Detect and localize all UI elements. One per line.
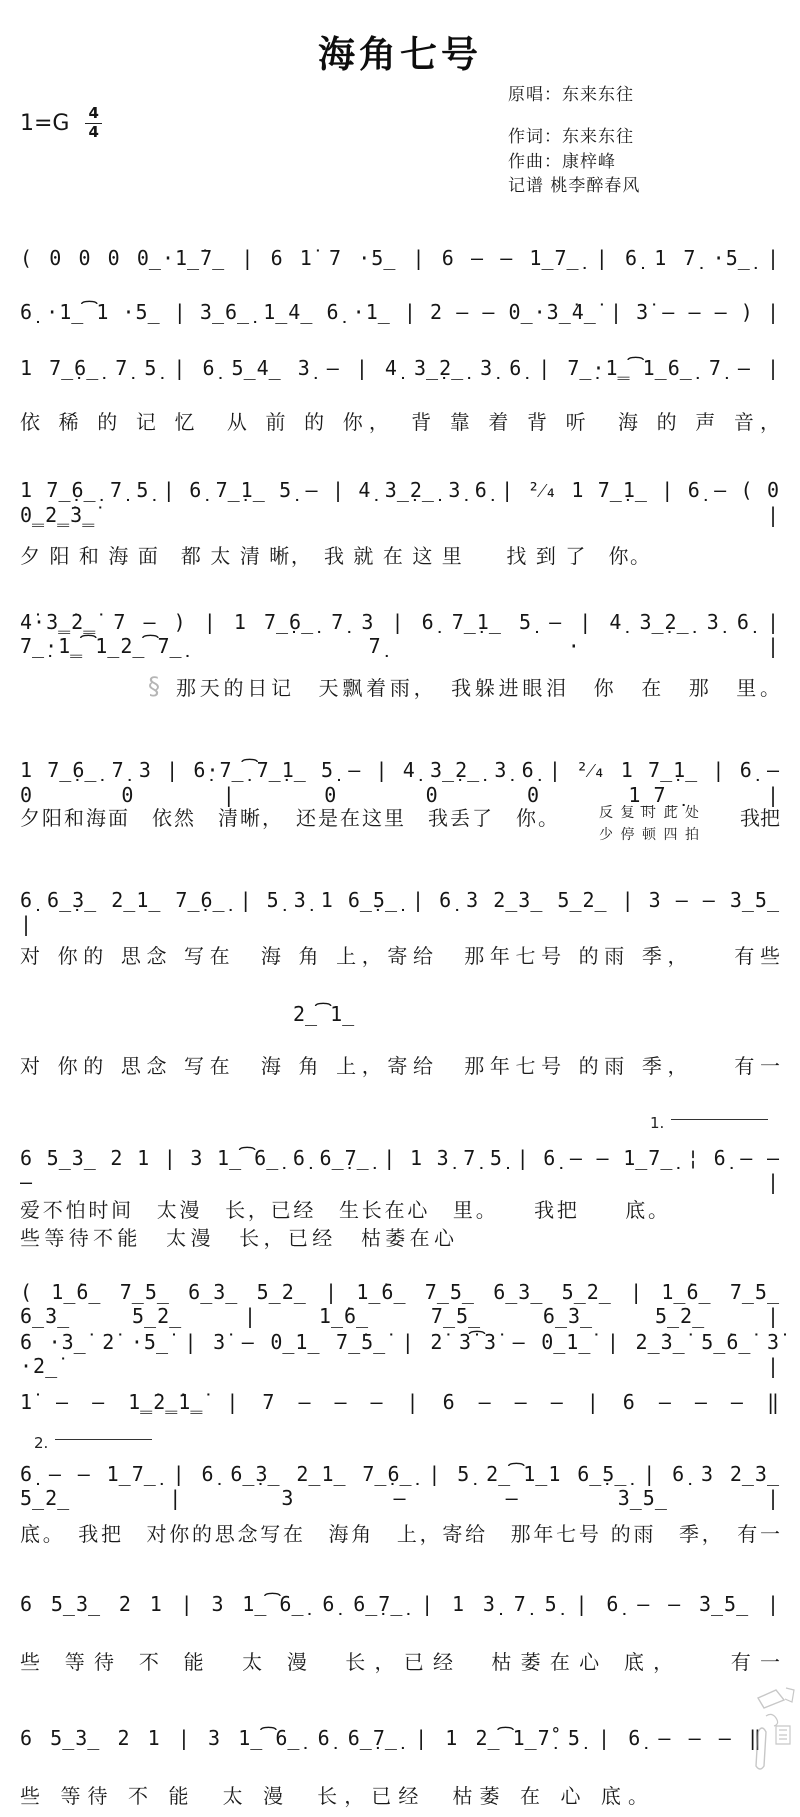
music-line-10: 6 5̲3̲ 2 1 | 3 1̲͡6̲̣ 6̣ 6̲̣7̲̣ | 1 3̣ 7̣ 5̣ | 6̣ – – 3̲5̲ | [20,1592,780,1616]
lyrics-line-8: 些等待不能 太漫 长，已经 枯萎在心 [20,1226,454,1250]
lyrics-line-2: 夕 阳 和 海 面 都 太 清 晰， 我 就 在 这 里 找 到 了 你。 [20,544,650,568]
lyrics-line-4-text: 夕阳和海面 依然 清晰， 还是在这里 我丢了 你。 [20,806,558,830]
lyrics-line-6: 对 你的 思念 写在 海 角 上，寄给 那年七号 的雨 季， 有一 [20,1054,780,1078]
lyrics-line-3 [20,672,780,701]
interlude-line-3: 1̇ – – 1̳̇2̳̇1̳̇ | 7 – – – | 6 – – – | 6 – – – ‖ [20,1390,780,1414]
repeat-pause-note-line1: 反复时此处 [599,805,699,821]
music-line-11: 6 5̲3̲ 2 1 | 3 1̲͡6̲̣ 6̣ 6̲̣7̲̣ | 1 2̲͡1̲7̣̊ 5̣ | 6̣ – – – ‖ [20,1726,762,1750]
music-line-6: 1 7̲̣6̲̣ 7̣ 3 | 6̣·7̲̣͡7̲̣1̲ 5̣ – | 4̣ 3̲̣2̲̣ 3̣ 6̣ | ²⁄₄ 1 7̲̣1̲ | 6̣ – 0 0 | 0 0 0 1̲7̲̣ | [20,758,780,807]
music-line-7: 6̣ 6̲̣3̲ 2̲1̲ 7̲̣6̲̣ | 5̣ 3̣ 1 6̲̣5̲̣ | 6̣ 3 2̲3̲ 5̲2̲ | 3 – – 3̲5̲ | [20,888,780,936]
pickup-notes-21: 2̲͡1̲ [293,1002,356,1026]
publisher-seal-icon [750,1686,796,1792]
song-title: 海角七号 [318,33,482,76]
time-signature-numerator: 4 [85,106,101,124]
music-line-9: 6̣ – – 1̲7̲̣ | 6̣ 6̲̣3̲ 2̲1̲ 7̲̣6̲̣ | 5̣ 2̲͡1̲1 6̲̣5̲̣ | 6̣ 3 2̲3̲ 5̲2̲ | 3 – – 3̲5̲ | [20,1462,780,1510]
key-label: 1=G [20,110,70,136]
lyrics-line-1: 依 稀 的 记 忆 从 前 的 你， 背 靠 着 背 听 海 的 声 音， [20,410,780,434]
music-line-1: ( 0 0 0 0̲·1̲̇7̲ | 6 1̇ 7 ·5̲ | 6 – – 1̲7̲̣ | 6̣ 1 7̣ ·5̲̣ | [20,246,780,270]
lyrics-line-3-text: 那天的日记 天飘着雨， 我躲进眼泪 你 在 那 里。 [176,676,780,700]
composer-credit: 作曲：康梓峰 [508,152,616,172]
second-ending-label: 2. [34,1434,49,1452]
first-ending-label: 1. [650,1114,665,1132]
lyrics-line-11: 些 等待 不 能 太 漫 长，已经 枯萎 在 心 底。 [20,1784,648,1808]
lyrics-line-4 [20,802,780,847]
first-ending-line [671,1119,768,1120]
lyrics-line-5: 对 你的 思念 写在 海 角 上，寄给 那年七号 的雨 季， 有些 [20,944,780,968]
interlude-line-1: ( 1̲̇6̲ 7̲5̲ 6̲3̲ 5̲2̲ | 1̲̇6̲ 7̲5̲ 6̲3̲ 5̲2̲ | 1̲̇6̲ 7̲5̲ 6̲3̲ 5̲2̲ | 1̲̇6̲ 7̲5̲ 6̲3̲ 5̲2̲ | [20,1280,780,1328]
music-line-3: 1 7̲̣6̲̣ 7̣ 5̣ | 6̣ 5̲4̲ 3̣ – | 4̣ 3̲̣2̲̣ 3̣ 6̣ | 7̲̣·1̳͡1̲6̲̣ 7̣ – | [20,356,780,380]
music-line-5: 4̇·3̳̇2̳̇ 7 – ) | 1 7̲̣6̲̣ 7̣ 3 | 6̣ 7̲̣1̲ 5̣ – | 4̣ 3̲̣2̲̣ 3̣ 6̣ | 7̲̣·1̳͡1̲2̲͡7̲̣ 7̣ · | [20,610,780,658]
time-signature-denominator: 4 [88,122,99,141]
lyrics-line-7: 爱不怕时间 太漫 长，已经 生长在心 里。 我把 底。 [20,1198,668,1222]
key-signature [20,106,102,141]
time-signature [85,106,101,141]
second-ending-bracket [34,1434,152,1452]
first-ending-bracket [650,1114,768,1132]
music-line-8: 6 5̲3̲ 2 1 | 3 1̲͡6̲̣ 6̣ 6̲̣7̲̣ | 1 3̣ 7̣ 5̣ | 6̣ – – 1̲7̲̣ ¦ 6̣ – – – | [20,1146,780,1194]
lyricist-credit: 作词：东来东往 [508,127,634,147]
repeat-pause-note [599,802,699,847]
interlude-line-2: 6 ·3̲̇ 2̇ ·5̲̇ | 3̇ – 0̲1̲ 7̲̇5̲̇ | 2̇ 3̇͡3̇ – 0̲1̲̇ | 2̲̇3̲̇ 5̲̇6̲̇ 3̇ ·2̲̇ | [20,1330,780,1378]
transcriber-credit: 记谱 桃李醉春风 [508,176,641,196]
music-line-4: 1 7̲̣6̲̣ 7̣ 5̣ | 6̣ 7̲̣1̲ 5̣ – | 4̣ 3̲̣2̲̣ 3̣ 6̣ | ²⁄₄ 1 7̲̣1̲ | 6̣ – ( 0 0̳2̳̇3̳̇ | [20,478,780,527]
music-line-2: 6̣ ·1̲͡1 ·5̲ | 3̲6̲̣ 1̲4̲ 6̣ ·1̲ | 2 – – 0̲·3̲̇4̲̇ | 3̇ – – – ) | [20,300,780,324]
performer-credit: 原唱：东来东往 [508,85,634,105]
lyrics-line-10: 些 等待 不 能 太 漫 长，已经 枯萎在心 底， 有一 [20,1650,780,1674]
second-ending-line [55,1439,152,1440]
segno-mark-icon: § [148,672,160,700]
lyrics-line-9: 底。 我把 对你的思念写在 海角 上，寄给 那年七号 的雨 季， 有一 [20,1522,780,1546]
repeat-pause-note-line2: 少停顿四拍 [599,827,699,844]
lyrics-line-4-tail: 我把 [740,806,780,830]
